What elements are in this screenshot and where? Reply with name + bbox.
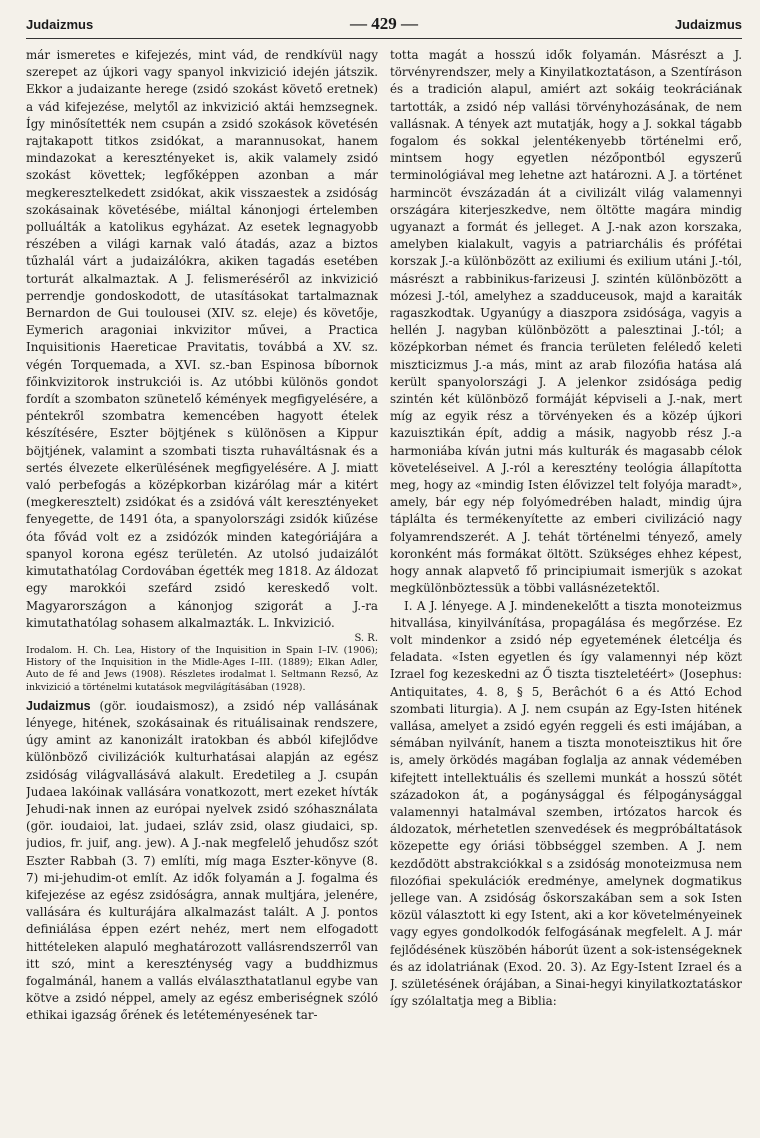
page-number: — 429 — [350,14,418,33]
text-columns [26,47,742,1119]
running-header [26,14,742,39]
author-signature: S. R. [354,632,378,644]
section-essence: I. A J. lényege. A J. mindenekelőtt a tiszta monoteizmus hitvallása, kinyilvánítása, propagálása és megőrzése. Ez volt mindenkor a zsidó nép egyetemének életcélja és feladata. «Isten egyetlen és így valamennyi nép közt Izrael fog kezeskedni az Ő tiszta tiszteletéért» (Josephus: Antiquitates, 4. 8, § 5, Berâchót 6 a és Attó Echod szombati liturgia). A J. nem csupán az Egy-Isten hitének vallása, amelyet a zsidó egyén reggeli és esti imájában, a sémában nyilvánít, hanem a tiszta monoteisztikus hit őre is, amely örködés magában foglalja az annak védemében kifejtett intellektuális és szellemi munkát a hosszú sötét századokon át, a pogánysággal és félpogánysággal valamennyi hatalmával szemben, irtózatos harcok és áldozatok, mérhetetlen szenvedések és megpróbáltatások közepette egy óriási többséggel szemben. A J. nem kezdődött abstrakciókkal s a zsidóság monoteizmusa nem filozófiai spekulációk eredménye, amelynek dogmatikus jellege van. A zsidóság őskorszakában sem a sok Isten közül választott ki egy Istent, aki a kor követelményeinek vagy egyes gondolkodók felfogásának megfelelt. A J. már fejlődésének küszöbén háborút üzent a sok-istenségeknek és az idolatriának (Exod. 20. 3). Az Egy-Istent Izrael és a J. születésének órájában, a Sinai-hegyi kinyilatkoztatáskor így szólaltatja meg a Biblia: [390,598,742,1009]
entry-continuation: totta magát a hosszú idők folyamán. Másrészt a J. törvényrendszer, mely a Kinyilatkoztatáson, a Szentíráson és a tradición alapul, amiért azt sokáig teokráciának tartották, a zsidó nép vallási törvényhozásának, de nem vallásnak. A tények azt mutatják, hogy a J. sokkal tágabb fogalom és sokkal jelentékenyebb történelmi erő, mintsem hogy egyetlen nézőpontból egyszerű terminológiával meg lehetne azt határozni. A J. a történet harmincöt évszázadán át a civilizált világ valamennyi országára kiterjeszkedve, nem öltötte magára mindig ugyanazt a formát és jelleget. A J.-nak azon korszaka, amelyben kialakult, vagyis a patriarchális és prófétai korszak J.-a különbözött az exiliumi és exilium utáni J.-tól, másrészt a rabbinikus-farizeusi J. szintén különbözött a mózesi J.-tól, amelyhez a szadduceusok, majd a karaiták ragaszkodtak. Ugyanúgy a diaszpora zsidósága, vagyis a hellén J. nagyban különbözött a palesztinai J.-tól; a középkorban német és francia területen feléledő keleti miszticizmus J.-a más, mint az arab filozófia hatása alá került spanyolországi J. A jelenkor zsidósága pedig szintén két különböző formáját képviseli a J.-nak, mert míg az egyik rész a törvényeken és a közép újkori kazuisztikán épít, addig a másik, nagyobb rész J.-a harmoniába kíván jutni más kulturák és magasabb célok követeléseivel. A J.-ról a keresztény teológia állapította meg, hogy az «mindig Isten élővizzel telt folyója maradt», amely, bár egy nép folyómedrében haladt, mindig újra táplálta és termékenyítette az emberi civilizáció nagy folyamrendszerét. A J. tehát történelmi tényező, amely koronként más formákat öltött. Szükséges ehhez képest, hogy annak alapvető fő principiumait ismerjük s azokat megkülönböztessük a többi vallásnézetektől. [390,48,742,596]
header-right-title: Judaizmus [674,17,742,32]
article-continuation: már ismeretes e kifejezés, mint vád, de rendkívül nagy szerepet az újkori vagy spanyol inkvizició idején játszik. Ekkor a judaizante herege (zsidó szokást követő eretnek) a vád kifejezése, melytől az inkvizició aktái hemzsegnek. Így minősítették nem csupán a zsidó szokások követésén rajtakapott titkos zsidókat, a marannusokat, hanem mindazokat a keresztényeket is, akik valamely zsidó szokást követtek; legfőképpen azonban a már megkeresztelkedett zsidókat, akik visszaestek a zsidóság szokásainak követésébe, miáltal kánonjogi értelemben polluálták a katolikus egyházat. Az esetek legnagyobb részében a világi karnak való átadás, azaz a biztos tűzhalál várt a judaizálókra, akiken tagadás esetében torturát alkalmaztak. A J. felismeréséről az inkvizició perrendje gondoskodott, de utasításokat tartalmaznak Bernardon de Gui toulousei (XIV. sz. eleje) és követője, Eymerich aragoniai inkvizitor művei, a Practica Inquisitionis Haereticae Pravitatis, továbbá a XV. sz. végén Torquemada, a XVI. sz.-ban Espinosa bíbornok főinkvizitorok instrukciói is. Az utóbbi különös gondot fordít a szombaton szünetelő kémények megfigyelésére, a péntekről szombatra kemencében hagyott ételek készítésére, Eszter böjtjének s különösen a Kippur böjtjének, valamint a szombati tiszta ruhaváltásnak és a sertés élvezete elkerülésének megfigyelésére. A J. miatt való perbefogás a középkorban kizárólag már a kitért (megkeresztelt) zsidókat és a zsidóvá vált keresztényeket fenyegette, de 1491 óta, a spanyolországi zsidók kiűzése óta fővád volt ez a zsidózók minden kategóriájára a spanyol korona egész területén. Az utolsó judaizálót kimutathatólag Cordovában égették meg 1818. Az áldozat egy marokkói szefárd zsidó kereskedő volt. Magyarországon a kánonjog szigorát a J.-ra kimutathatólag sohasem alkalmazták. L. Inkvizició. [26,48,378,630]
right-column [390,47,742,1119]
header-left-title: Judaizmus [26,17,94,32]
entry-body: (gör. ioudaismosz), a zsidó nép vallásának lényege, hitének, szokásainak és rituálisainak rendszere, úgy amint az kanonizált iratokban és abból kifejlődve különböző civilizációk kulturhatásai alapján az egész zsidóság világvallásává alakult. Eredetileg a J. csupán Judaea lakóinak vallására vonatkozott, mert ezeket hívták Jehudi-nak innen az európai nyelvek zsidó szóhasználata (gör. ioudaioi, lat. judaei, szláv zsid, olasz giudaici, sp. judios, fr. juif, ang. jew). A J.-nak megfelelő jehudősz szót Eszter Rabbah (3. 7) említi, míg maga Eszter-könyve (8. 7) mi-jehudim-ot említ. Az idők folyamán a J. fogalma és kifejezése az egész zsidóságra, annak multjára, jelenére, vallására és kulturájára alkalmazást talált. A J. pontos definiálása éppen ezért nehéz, mert nem elfogadott hittételeken alapuló meghatározott vallásrendszerről van itt szó, mint a kereszténység vagy a buddhizmus fogalmánál, hanem a vallás elválaszthatatlanul egybe van kötve a zsidó néppel, amely az egész emberiségnek szóló ethikai igazság őrének és letéteményesének tar- [26,698,378,1023]
left-column [26,47,378,1119]
bibliography: Irodalom. H. Ch. Lea, History of the Inquisition in Spain I–IV. (1906); History of the Inquisition in the Midle-Ages I–III. (1889); Elkan Adler, Auto de fé and Jews (1908). Részletes irodalmat l. Seltmann Rezső, Az inkvizició a történelmi kutatások megvilágításában (1928). [26,644,378,693]
entry-headword: Judaizmus [26,698,91,713]
entry-judaizmus [26,698,378,1025]
